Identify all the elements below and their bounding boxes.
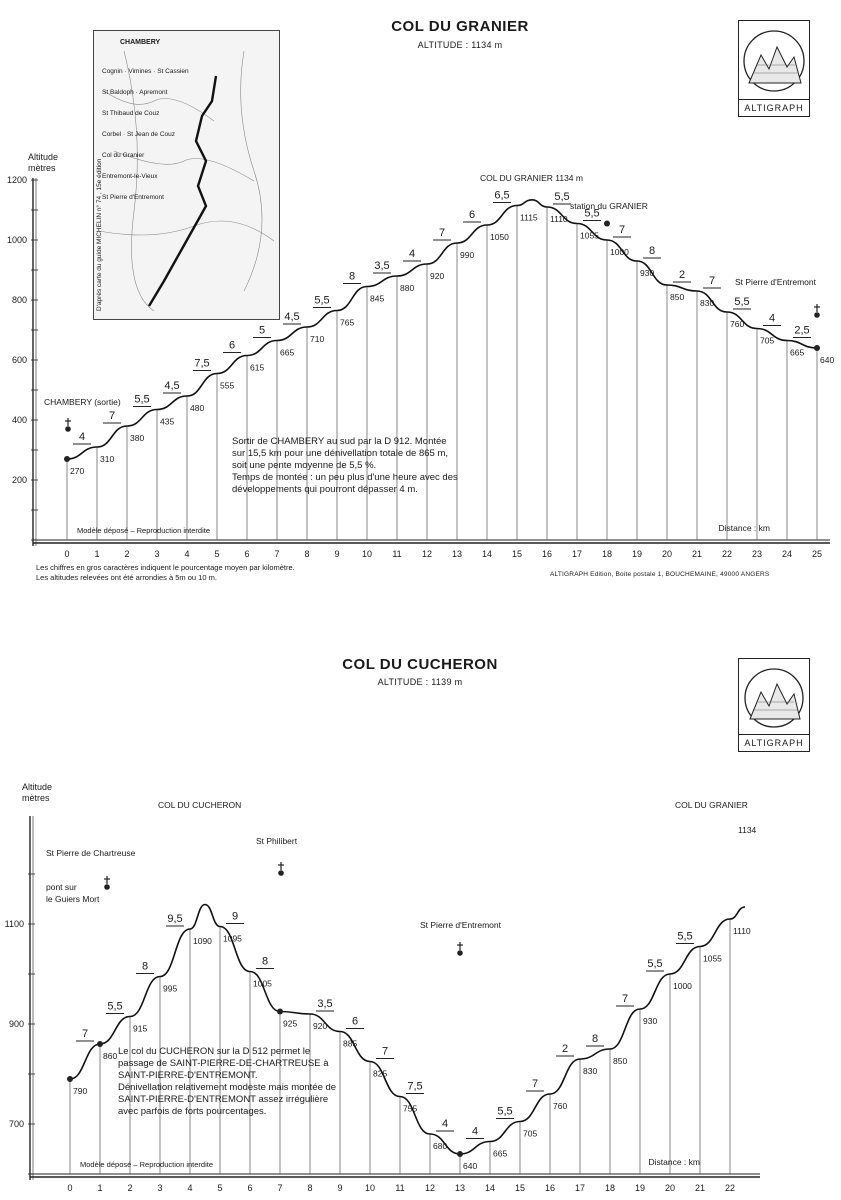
altitude-label: 665 (790, 347, 805, 358)
x-tick-label: 15 (511, 549, 523, 559)
y-tick-label: 1100 (4, 919, 24, 929)
x-tick-label: 14 (481, 549, 493, 559)
y-tick-label: 400 (11, 415, 27, 425)
grade-label: 5,5 (647, 958, 663, 970)
x-tick-label: 9 (337, 1183, 343, 1193)
grade-label: 4 (471, 1125, 479, 1138)
altitude-label: 915 (133, 1023, 148, 1034)
start-point (67, 1076, 73, 1082)
altitude-label: 680 (433, 1141, 448, 1151)
y-tick-label: 200 (11, 475, 27, 485)
y-tick-label: 600 (11, 355, 27, 365)
grade-label: 3,5 (374, 260, 390, 272)
grade-label: 7 (381, 1045, 389, 1058)
end-point (814, 345, 820, 351)
annotation-st-pierre: St Pierre d'Entremont (735, 277, 816, 287)
x-tick-label: 4 (184, 549, 190, 559)
start-point (64, 456, 70, 462)
x-tick-label: 19 (631, 549, 643, 559)
altitude-label: 845 (370, 293, 385, 304)
logo-text: ALTIGRAPH (739, 99, 809, 116)
y-tick-label: 700 (8, 1119, 24, 1129)
altitude-label: 640 (820, 355, 835, 365)
grade-label: 8 (348, 270, 356, 283)
granier-title: COL DU GRANIER (391, 18, 529, 35)
grade-label: 7 (708, 275, 716, 287)
st-pierre-point (457, 1151, 463, 1157)
granier-description: Sortir de CHAMBERY au sud par la D 912. Montée sur 15,5 km pour une dénivellation totale de 865 m, soit une pente moyenne de 5,5 %. Temps de montée : un peu plus d'une heure avec des développements qui pourront dépasser 4 m. (232, 436, 458, 495)
x-tick-label: 17 (574, 1183, 586, 1193)
grade-label: 4 (78, 431, 86, 443)
x-tick-label: 21 (691, 549, 703, 559)
altitude-label: 1110 (550, 214, 568, 224)
granier-footnotes: Les chiffres en gros caractères indiquent le pourcentage moyen par kilomètre. Les altitudes relevées ont été arrondies à 5m ou 10 m. (36, 563, 295, 582)
x-tick-label: 13 (454, 1183, 466, 1193)
grade-label: 5 (258, 324, 266, 337)
altitude-label: 480 (190, 403, 205, 413)
map-town: CHAMBERY (120, 39, 161, 46)
grade-label: 6 (468, 209, 476, 221)
x-tick-label: 11 (392, 549, 402, 559)
altitude-label: 990 (460, 250, 475, 260)
altitude-label: 995 (163, 983, 178, 994)
x-tick-label: 12 (421, 549, 433, 559)
grade-label: 4 (408, 248, 416, 260)
annotation-guiers: le Guiers Mort (46, 894, 100, 904)
altitude-label: 850 (670, 292, 685, 302)
altitude-label: 920 (430, 271, 445, 281)
grade-label: 5,5 (134, 393, 150, 406)
altitude-label: 1050 (490, 232, 509, 242)
grade-label: 7 (438, 227, 446, 239)
x-tick-label: 20 (661, 549, 673, 559)
annotation-st-pierre-chartreuse: St Pierre de Chartreuse (46, 848, 136, 858)
x-tick-label: 12 (424, 1183, 436, 1193)
x-tick-label: 11 (395, 1183, 405, 1193)
publisher-address: ALTIGRAPH Edition, Boite postale 1, BOUCHEMAINE, 49000 ANGERS (550, 571, 770, 578)
map-source: D'après carte du guide MICHELIN n° 74 , 15e édition (96, 158, 103, 311)
x-tick-label: 16 (541, 549, 553, 559)
annotation-granier: COL DU GRANIER (675, 800, 748, 810)
x-tick-label: 13 (451, 549, 463, 559)
altitude-label: 310 (100, 454, 115, 464)
x-tick-label: 6 (247, 1183, 253, 1193)
cucheron-description: Le col du CUCHERON sur la D 512 permet le passage de SAINT-PIERRE-DE-CHARTREUSE à SAINT-PIERRE-D'ENTREMONT. Dénivellation relativement modeste mais montée de SAINT-PIERRE-D'ENTREMONT assez irrégulière avec parfois de forts pourcentages. (118, 1046, 337, 1117)
y-tick-label: 1000 (6, 235, 27, 245)
altitude-label: 1115 (520, 212, 538, 223)
x-tick-label: 10 (361, 549, 373, 559)
altitude-label: 1005 (253, 978, 272, 989)
x-tick-label: 24 (781, 549, 793, 559)
altitude-label: 1095 (223, 933, 242, 944)
x-tick-label: 15 (514, 1183, 526, 1193)
x-tick-label: 19 (634, 1183, 646, 1193)
cucheron-altitude: ALTITUDE : 1139 m (377, 677, 463, 687)
altitude-label: 665 (493, 1148, 508, 1159)
altitude-label: 380 (130, 433, 145, 443)
altitude-label: 930 (640, 268, 655, 278)
altitude-label: 760 (730, 319, 745, 329)
x-tick-label: 7 (274, 549, 280, 559)
grade-label: 7 (618, 224, 626, 236)
grade-label: 2 (678, 269, 686, 281)
church-dot-icon (65, 426, 71, 432)
x-tick-label: 6 (244, 549, 250, 559)
x-tick-label: 17 (571, 549, 583, 559)
x-tick-label: 25 (811, 549, 823, 559)
grade-label: 9,5 (167, 913, 183, 925)
altitude-label: 665 (280, 347, 295, 358)
x-tick-label: 14 (484, 1183, 496, 1193)
x-tick-label: 21 (694, 1183, 706, 1193)
altitude-label: 1055 (703, 953, 722, 964)
grade-label: 4 (441, 1118, 449, 1130)
x-tick-label: 18 (604, 1183, 616, 1193)
grade-label: 5,5 (677, 930, 693, 943)
grade-label: 9 (231, 910, 239, 923)
grade-label: 7 (531, 1078, 539, 1090)
x-tick-label: 2 (124, 549, 130, 559)
grade-label: 6,5 (494, 189, 510, 202)
altitude-label: 765 (340, 317, 355, 328)
x-tick-label: 5 (217, 1183, 223, 1193)
logo-text: ALTIGRAPH (739, 734, 809, 751)
distance-label: Distance : km (718, 523, 770, 533)
grade-label: 8 (648, 245, 656, 257)
altitude-label: 705 (760, 335, 775, 346)
x-tick-label: 10 (364, 1183, 376, 1193)
altitude-label: 760 (553, 1101, 568, 1111)
x-tick-label: 8 (307, 1183, 313, 1193)
x-tick-label: 3 (154, 549, 160, 559)
model-notice: Modèle déposé – Reproduction interdite (77, 526, 211, 535)
grade-label: 7 (108, 410, 116, 422)
grade-label: 2 (561, 1043, 569, 1055)
grade-label: 5,5 (584, 207, 600, 220)
grade-label: 8 (591, 1033, 599, 1045)
grade-label: 6 (351, 1015, 359, 1028)
x-tick-label: 0 (64, 549, 70, 559)
altitude-label: 830 (583, 1066, 598, 1076)
church-dot-icon (814, 312, 820, 318)
grade-label: 5,5 (107, 1000, 123, 1013)
grade-label: 5,5 (314, 294, 330, 307)
grade-label: 8 (261, 955, 269, 968)
altitude-label: 920 (313, 1021, 328, 1031)
grade-label: 5,5 (497, 1105, 513, 1118)
annotation-end-altitude: 1134 (738, 825, 757, 835)
altitude-label: 885 (343, 1038, 358, 1049)
altitude-label: 830 (700, 298, 715, 308)
grade-label: 7,5 (407, 1080, 423, 1093)
x-tick-label: 8 (304, 549, 310, 559)
altitude-label: 705 (523, 1128, 538, 1139)
altitude-label: 1090 (193, 936, 212, 946)
annotation-station: station du GRANIER (570, 201, 648, 211)
annotation-cucheron: COL DU CUCHERON (158, 800, 242, 810)
altitude-label: 825 (373, 1068, 388, 1079)
altitude-label: 1000 (610, 247, 629, 257)
x-tick-label: 4 (187, 1183, 193, 1193)
altitude-label: 850 (613, 1056, 628, 1066)
annotation-st-philibert: St Philibert (256, 836, 298, 846)
grade-label: 4 (768, 312, 776, 325)
altitude-label: 1055 (580, 230, 599, 241)
grade-label: 7 (81, 1028, 89, 1040)
x-tick-label: 0 (67, 1183, 73, 1193)
station-point (604, 221, 610, 227)
y-tick-label: 900 (8, 1019, 24, 1029)
grade-label: 4,5 (284, 311, 300, 323)
grade-label: 8 (141, 960, 149, 973)
granier-y-axis-title: Altitude mètres (28, 152, 59, 173)
grade-label: 5,5 (554, 191, 570, 203)
x-tick-label: 16 (544, 1183, 556, 1193)
x-tick-label: 2 (127, 1183, 133, 1193)
grade-label: 3,5 (317, 998, 333, 1010)
x-tick-label: 23 (751, 549, 763, 559)
altitude-label: 1000 (673, 981, 692, 991)
annotation-summit: COL DU GRANIER 1134 m (480, 173, 583, 183)
altitude-label: 555 (220, 380, 235, 391)
granier-altitude: ALTITUDE : 1134 m (417, 40, 503, 50)
altitude-label: 640 (463, 1161, 478, 1171)
y-tick-label: 800 (11, 295, 27, 305)
cucheron-y-axis-title: Altitude mètres (22, 782, 53, 803)
altitude-label: 925 (283, 1018, 298, 1029)
altitude-label: 1110 (733, 926, 751, 936)
model-notice: Modèle déposé – Reproduction interdite (80, 1160, 214, 1169)
grade-label: 7,5 (194, 357, 210, 370)
x-tick-label: 3 (157, 1183, 163, 1193)
annotation-st-pierre-entremont: St Pierre d'Entremont (420, 920, 501, 930)
altitude-label: 930 (643, 1016, 658, 1026)
grade-label: 7 (621, 993, 629, 1005)
x-tick-label: 20 (664, 1183, 676, 1193)
annotation-chambery: CHAMBERY (sortie) (44, 397, 121, 407)
st-philibert-point (277, 1009, 283, 1015)
altitude-label: 710 (310, 334, 325, 344)
altitude-label: 755 (403, 1103, 418, 1114)
map-places: Cognin · Vimines · St Cassien St Baldoph · Apremont St Thibaud de Couz Corbel · St Jean de Couz Col du Granier Entremont-le-Vieux St Pierre d'Entremont (102, 68, 189, 201)
altitude-label: 435 (160, 416, 175, 427)
x-tick-label: 5 (214, 549, 220, 559)
y-tick-label: 1200 (6, 175, 27, 185)
cucheron-title: COL DU CUCHERON (342, 656, 498, 673)
annotation-pont: pont sur (46, 882, 77, 892)
grade-label: 2,5 (794, 324, 810, 337)
altitude-label: 860 (103, 1051, 118, 1061)
altitude-label: 880 (400, 283, 415, 293)
x-tick-label: 1 (94, 549, 100, 559)
x-tick-label: 18 (601, 549, 613, 559)
altitude-label: 615 (250, 362, 265, 373)
bridge-point (97, 1041, 103, 1047)
grade-label: 6 (228, 339, 236, 352)
x-tick-label: 1 (97, 1183, 103, 1193)
altitude-label: 790 (73, 1086, 88, 1096)
x-tick-label: 22 (724, 1183, 736, 1193)
church-dot-icon (104, 884, 110, 890)
altitude-label: 270 (70, 466, 85, 476)
grade-label: 4,5 (164, 380, 180, 392)
x-tick-label: 22 (721, 549, 733, 559)
distance-label: Distance : km (648, 1157, 700, 1167)
grade-label: 5,5 (734, 296, 750, 308)
church-dot-icon (457, 950, 463, 956)
x-tick-label: 7 (277, 1183, 283, 1193)
x-tick-label: 9 (334, 549, 340, 559)
church-dot-icon (278, 870, 284, 876)
